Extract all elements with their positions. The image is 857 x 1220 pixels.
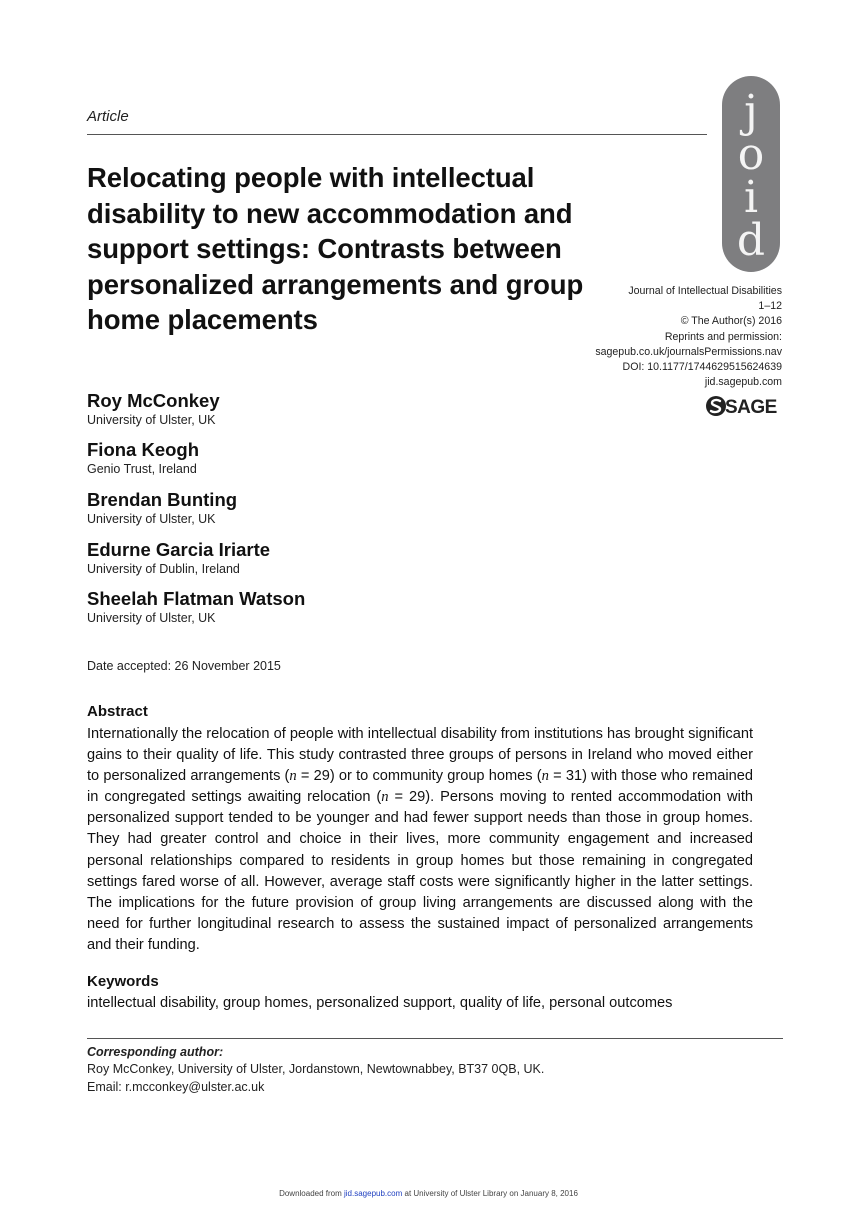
sage-publisher-logo [705, 395, 783, 417]
download-source-link[interactable]: jid.sagepub.com [344, 1189, 403, 1198]
keywords-heading: Keywords [87, 973, 159, 990]
corresponding-author-address: Roy McConkey, University of Ulster, Jordanstown, Newtownabbey, BT37 0QB, UK. [87, 1062, 545, 1076]
author-name: Brendan Bunting [87, 489, 238, 510]
logo-letter: j [744, 86, 758, 137]
copyright: © The Author(s) 2016 [680, 315, 782, 328]
article-type-label: Article [87, 108, 129, 125]
author-block [87, 439, 199, 477]
author-name: Edurne Garcia Iriarte [87, 539, 271, 560]
page-range: 1–12 [758, 300, 782, 313]
logo-letter: d [736, 215, 766, 266]
date-accepted: Date accepted: 26 November 2015 [87, 659, 281, 673]
author-block [87, 390, 220, 428]
corresponding-author-heading: Corresponding author: [87, 1045, 224, 1059]
journal-name: Journal of Intellectual Disabilities [628, 285, 782, 297]
author-affiliation: University of Ulster, UK [87, 512, 216, 526]
logo-letter: o [737, 129, 765, 180]
doi: DOI: 10.1177/1744629515624639 [622, 361, 782, 374]
author-name: Sheelah Flatman Watson [87, 588, 306, 609]
article-title: Relocating people with intellectual disability to new accommodation and support settings: Contrasts between personalized arrangements and group home placements [87, 162, 584, 335]
corresponding-author-email[interactable]: Email: r.mcconkey@ulster.ac.uk [87, 1080, 265, 1094]
permissions-link[interactable]: sagepub.co.uk/journalsPermissions.nav [595, 345, 782, 358]
author-block [87, 489, 237, 527]
author-affiliation: University of Ulster, UK [87, 611, 216, 625]
author-affiliation: University of Ulster, UK [87, 413, 216, 427]
reprints-label: Reprints and permission: [664, 330, 782, 343]
author-name: Roy McConkey [87, 390, 220, 411]
abstract-heading: Abstract [87, 703, 148, 720]
header-divider [87, 134, 707, 135]
author-affiliation: Genio Trust, Ireland [87, 462, 197, 476]
journal-logo [722, 76, 780, 272]
author-block [87, 539, 270, 577]
sage-logo-text: SAGE [725, 397, 777, 417]
journal-metadata [560, 284, 782, 390]
abstract-body: Internationally the relocation of people with intellectual disability from institutions has brought significant gains to their quality of life. This study contrasted three groups of persons in Ireland who moved either to personalized arrangements (n = 29) or to community group homes (n = 31) with those who remained in congregated settings awaiting relocation (n = 29). Persons moving to rented accommodation with personalized support tended to be younger and had fewer support needs than those in group homes. They had greater control and choice in their lives, more community engagement and increased personal relationships compared to residents in group homes but those remaining in congregated settings fared worse of all. However, average staff costs were significantly higher in the latter settings. The implications for the future provision of group living arrangements are discussed along with the need for further longitudinal research to assess the sustained impact of personalized arrangements and their funding. [87, 726, 754, 953]
author-block [87, 588, 305, 626]
keywords-list: intellectual disability, group homes, personalized support, quality of life, personal outcomes [87, 995, 673, 1011]
logo-letter: i [743, 172, 759, 223]
footnote-divider [87, 1038, 783, 1039]
journal-site-link[interactable]: jid.sagepub.com [704, 376, 782, 389]
author-name: Fiona Keogh [87, 439, 200, 460]
download-note: Downloaded from jid.sagepub.com at University of Ulster Library on January 8, 2016 [279, 1189, 578, 1198]
author-affiliation: University of Dublin, Ireland [87, 562, 240, 576]
